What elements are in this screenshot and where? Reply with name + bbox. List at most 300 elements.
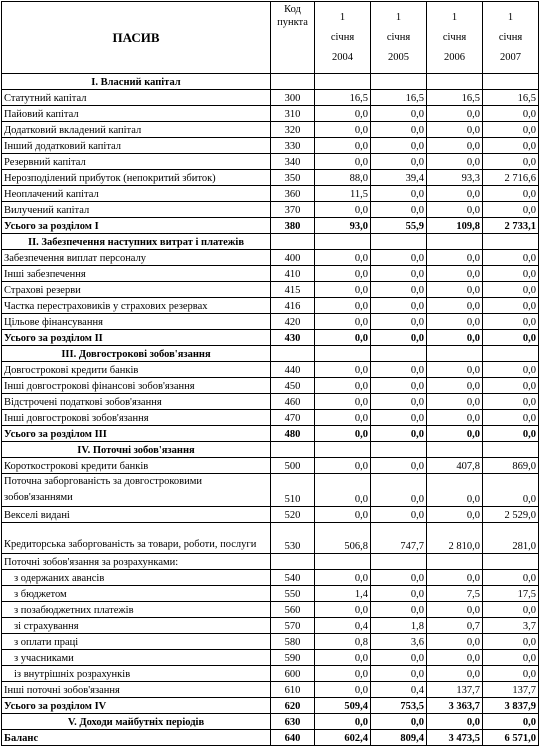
row-value	[427, 234, 483, 250]
table-row	[2, 410, 539, 426]
row-value: 0,0	[315, 314, 371, 330]
row-value: 0,0	[483, 250, 539, 266]
row-value: 0,0	[371, 507, 427, 523]
row-code: 310	[271, 106, 315, 122]
row-value: 0,0	[483, 154, 539, 170]
table-row	[2, 507, 539, 523]
row-value: 16,5	[371, 90, 427, 106]
row-label: Страхові резерви	[2, 282, 271, 298]
row-code: 410	[271, 266, 315, 282]
row-label: Усього за розділом III	[2, 426, 271, 442]
row-value: 0,0	[427, 378, 483, 394]
row-label: Баланс	[2, 730, 271, 746]
row-value: 0,0	[315, 570, 371, 586]
row-value: 0,0	[483, 426, 539, 442]
table-row	[2, 666, 539, 682]
row-value: 0,0	[371, 186, 427, 202]
row-value: 137,7	[427, 682, 483, 698]
row-value: 2 716,6	[483, 170, 539, 186]
row-value: 0,0	[483, 330, 539, 346]
row-value: 0,0	[315, 458, 371, 474]
row-value: 0,0	[483, 570, 539, 586]
row-code: 370	[271, 202, 315, 218]
row-label: Відстрочені податкові зобов'язання	[2, 394, 271, 410]
row-value: 0,8	[315, 634, 371, 650]
row-code: 510	[271, 474, 315, 507]
row-value: 0,0	[427, 362, 483, 378]
row-value	[315, 346, 371, 362]
row-value	[371, 442, 427, 458]
row-value	[483, 346, 539, 362]
row-value: 0,0	[315, 507, 371, 523]
header-year-2004	[315, 2, 371, 74]
row-value: 2 810,0	[427, 523, 483, 554]
row-value: 2 529,0	[483, 507, 539, 523]
section-row	[2, 346, 539, 362]
row-value: 0,0	[427, 714, 483, 730]
row-value: 16,5	[483, 90, 539, 106]
header-year-2006	[427, 2, 483, 74]
row-value: 0,0	[315, 666, 371, 682]
table-row	[2, 90, 539, 106]
row-value: 0,0	[315, 266, 371, 282]
row-value: 109,8	[427, 218, 483, 234]
row-label: Векселі видані	[2, 507, 271, 523]
row-value: 0,0	[483, 650, 539, 666]
table-row	[2, 138, 539, 154]
row-value	[427, 442, 483, 458]
row-code: 330	[271, 138, 315, 154]
row-value: 747,7	[371, 523, 427, 554]
row-value: 0,0	[483, 266, 539, 282]
row-label: Усього за розділом II	[2, 330, 271, 346]
row-value: 0,0	[315, 474, 371, 507]
row-value: 0,0	[483, 186, 539, 202]
row-value	[483, 234, 539, 250]
row-value	[371, 74, 427, 90]
row-value: 0,0	[371, 378, 427, 394]
row-value: 0,0	[371, 714, 427, 730]
row-code: 610	[271, 682, 315, 698]
row-label: з бюджетом	[2, 586, 271, 602]
row-code: 540	[271, 570, 315, 586]
row-code: 480	[271, 426, 315, 442]
row-value: 0,0	[315, 282, 371, 298]
row-value: 0,0	[483, 138, 539, 154]
row-label: Інші поточні зобов'язання	[2, 682, 271, 698]
row-value: 0,0	[427, 266, 483, 282]
row-label: Частка перестраховиків у страхових резервах	[2, 298, 271, 314]
header-year: 2005	[388, 51, 409, 63]
row-label: Усього за розділом IV	[2, 698, 271, 714]
row-label: з оплати праці	[2, 634, 271, 650]
row-value: 0,0	[315, 298, 371, 314]
row-code: 530	[271, 523, 315, 554]
header-month: січня	[330, 31, 355, 43]
row-value: 0,0	[483, 362, 539, 378]
row-code	[271, 442, 315, 458]
row-value: 3 363,7	[427, 698, 483, 714]
row-value: 0,0	[371, 362, 427, 378]
total-row	[2, 426, 539, 442]
row-value	[371, 554, 427, 570]
row-value: 0,0	[315, 138, 371, 154]
table-body	[2, 2, 539, 746]
row-value: 0,0	[427, 186, 483, 202]
table-row	[2, 378, 539, 394]
row-value: 55,9	[371, 218, 427, 234]
row-value: 2 733,1	[483, 218, 539, 234]
row-label: Пайовий капітал	[2, 106, 271, 122]
row-value	[371, 346, 427, 362]
row-code: 500	[271, 458, 315, 474]
row-value: 17,5	[483, 586, 539, 602]
row-code: 630	[271, 714, 315, 730]
section-title: I. Власний капітал	[2, 74, 271, 90]
row-value: 0,0	[371, 154, 427, 170]
row-label: з одержаних авансів	[2, 570, 271, 586]
row-value: 16,5	[427, 90, 483, 106]
row-label: Цільове фінансування	[2, 314, 271, 330]
section-title: V. Доходи майбутніх періодів	[2, 714, 271, 730]
row-value: 0,0	[483, 314, 539, 330]
header-day: 1	[507, 11, 514, 23]
table-row	[2, 394, 539, 410]
row-value: 753,5	[371, 698, 427, 714]
row-value: 506,8	[315, 523, 371, 554]
row-value: 0,0	[371, 394, 427, 410]
row-label: Інші забезпечення	[2, 266, 271, 282]
row-label: Забезпечення виплат персоналу	[2, 250, 271, 266]
row-value: 0,0	[315, 378, 371, 394]
table-row	[2, 523, 539, 554]
row-value: 11,5	[315, 186, 371, 202]
row-value: 0,0	[315, 410, 371, 426]
row-value: 0,0	[483, 202, 539, 218]
table-row	[2, 202, 539, 218]
row-label: Короткострокові кредити банків	[2, 458, 271, 474]
row-code	[271, 554, 315, 570]
row-value: 0,0	[427, 507, 483, 523]
section-title: III. Довгострокові зобов'язання	[2, 346, 271, 362]
row-value: 281,0	[483, 523, 539, 554]
row-value: 0,0	[315, 682, 371, 698]
row-value	[371, 234, 427, 250]
total-row	[2, 330, 539, 346]
row-value	[483, 442, 539, 458]
row-code: 320	[271, 122, 315, 138]
row-value: 0,0	[371, 666, 427, 682]
row-value: 137,7	[483, 682, 539, 698]
row-label: Кредиторська заборгованість за товари, роботи, послуги	[2, 523, 271, 554]
row-value: 0,4	[315, 618, 371, 634]
row-value: 0,0	[315, 154, 371, 170]
section-row	[2, 714, 539, 730]
row-value: 3 473,5	[427, 730, 483, 746]
row-value: 0,0	[427, 122, 483, 138]
row-code: 470	[271, 410, 315, 426]
row-value: 88,0	[315, 170, 371, 186]
row-code: 620	[271, 698, 315, 714]
row-label: Нерозподілений прибуток (непокритий збиток)	[2, 170, 271, 186]
table-row	[2, 682, 539, 698]
row-value: 0,0	[371, 330, 427, 346]
row-code: 560	[271, 602, 315, 618]
row-value: 0,0	[427, 570, 483, 586]
header-row	[2, 2, 539, 74]
row-code: 440	[271, 362, 315, 378]
row-value: 7,5	[427, 586, 483, 602]
row-value: 602,4	[315, 730, 371, 746]
row-value: 0,0	[371, 314, 427, 330]
header-day: 1	[451, 11, 458, 23]
row-label: Неоплачений капітал	[2, 186, 271, 202]
row-code: 590	[271, 650, 315, 666]
table-row	[2, 618, 539, 634]
header-year: 2004	[332, 51, 353, 63]
row-code: 416	[271, 298, 315, 314]
row-value: 0,0	[427, 410, 483, 426]
row-value: 0,0	[371, 250, 427, 266]
row-code: 520	[271, 507, 315, 523]
row-value: 509,4	[315, 698, 371, 714]
row-value	[483, 74, 539, 90]
row-value: 0,0	[427, 330, 483, 346]
row-value: 0,0	[483, 394, 539, 410]
table-row	[2, 106, 539, 122]
row-label: Довгострокові кредити банків	[2, 362, 271, 378]
section-title: II. Забезпечення наступних витрат і платежів	[2, 234, 271, 250]
row-code: 300	[271, 90, 315, 106]
row-value: 3 837,9	[483, 698, 539, 714]
row-value: 93,0	[315, 218, 371, 234]
row-code: 380	[271, 218, 315, 234]
row-value	[315, 442, 371, 458]
row-label: Інші довгострокові зобов'язання	[2, 410, 271, 426]
row-label: з позабюджетних платежів	[2, 602, 271, 618]
row-label: з учасниками	[2, 650, 271, 666]
row-value	[427, 554, 483, 570]
table-row	[2, 186, 539, 202]
row-code	[271, 74, 315, 90]
header-month: січня	[386, 31, 411, 43]
table-row	[2, 602, 539, 618]
table-row	[2, 634, 539, 650]
row-code: 415	[271, 282, 315, 298]
row-code: 420	[271, 314, 315, 330]
row-value: 0,0	[371, 650, 427, 666]
row-code: 350	[271, 170, 315, 186]
row-value: 0,0	[371, 474, 427, 507]
row-value: 16,5	[315, 90, 371, 106]
section-row	[2, 442, 539, 458]
row-value: 0,0	[371, 458, 427, 474]
row-value: 0,0	[315, 250, 371, 266]
row-value: 93,3	[427, 170, 483, 186]
row-value: 0,0	[483, 378, 539, 394]
row-code: 400	[271, 250, 315, 266]
section-row	[2, 74, 539, 90]
header-month: січня	[498, 31, 523, 43]
row-label: із внутрішніх розрахунків	[2, 666, 271, 682]
row-value: 0,0	[483, 282, 539, 298]
row-value: 809,4	[371, 730, 427, 746]
row-value: 0,0	[483, 122, 539, 138]
row-code: 550	[271, 586, 315, 602]
row-value: 1,4	[315, 586, 371, 602]
row-code: 600	[271, 666, 315, 682]
row-value: 0,0	[371, 410, 427, 426]
row-value: 0,0	[315, 650, 371, 666]
row-value: 0,0	[427, 634, 483, 650]
header-code-label: Код пункта	[271, 2, 315, 74]
row-value: 0,0	[427, 282, 483, 298]
row-value: 0,0	[427, 202, 483, 218]
table-row	[2, 650, 539, 666]
row-value: 0,0	[483, 634, 539, 650]
row-value: 0,0	[371, 602, 427, 618]
table-row	[2, 458, 539, 474]
row-value: 0,0	[427, 298, 483, 314]
table-row	[2, 282, 539, 298]
row-value: 869,0	[483, 458, 539, 474]
row-value: 0,0	[315, 714, 371, 730]
row-value: 6 571,0	[483, 730, 539, 746]
header-month: січня	[442, 31, 467, 43]
row-label: Інший додатковий капітал	[2, 138, 271, 154]
row-value: 0,0	[371, 586, 427, 602]
row-value: 0,0	[371, 106, 427, 122]
row-value	[315, 234, 371, 250]
header-day: 1	[339, 11, 346, 23]
row-value: 0,0	[427, 394, 483, 410]
row-value: 0,0	[427, 650, 483, 666]
total-row	[2, 698, 539, 714]
table-row	[2, 298, 539, 314]
row-value: 0,0	[315, 426, 371, 442]
row-value: 0,0	[483, 106, 539, 122]
row-label: Інші довгострокові фінансові зобов'язання	[2, 378, 271, 394]
row-value: 0,0	[315, 394, 371, 410]
total-row	[2, 218, 539, 234]
row-value: 0,0	[483, 298, 539, 314]
row-value: 0,0	[371, 266, 427, 282]
row-value: 0,7	[427, 618, 483, 634]
table-row	[2, 314, 539, 330]
row-value: 0,0	[315, 602, 371, 618]
row-value: 0,0	[371, 202, 427, 218]
row-value	[427, 346, 483, 362]
row-value: 39,4	[371, 170, 427, 186]
row-value: 0,0	[427, 250, 483, 266]
row-value: 1,8	[371, 618, 427, 634]
row-label: Поточні зобов'язання за розрахунками:	[2, 554, 271, 570]
table-row	[2, 250, 539, 266]
header-title: ПАСИВ	[2, 2, 271, 74]
table-row	[2, 570, 539, 586]
row-value: 0,0	[315, 362, 371, 378]
row-value	[427, 74, 483, 90]
table-row	[2, 554, 539, 570]
row-code: 340	[271, 154, 315, 170]
table-row	[2, 122, 539, 138]
row-label: Вилучений капітал	[2, 202, 271, 218]
row-value: 0,0	[315, 330, 371, 346]
row-value	[483, 554, 539, 570]
table-row	[2, 362, 539, 378]
table-row	[2, 154, 539, 170]
total-row	[2, 730, 539, 746]
row-label: Додатковий вкладений капітал	[2, 122, 271, 138]
row-value: 0,0	[427, 426, 483, 442]
table-row	[2, 170, 539, 186]
row-value: 0,0	[315, 106, 371, 122]
row-value	[315, 74, 371, 90]
header-year: 2006	[444, 51, 465, 63]
row-value: 407,8	[427, 458, 483, 474]
row-label: Поточна заборгованість за довгостроковими зобов'язаннями	[2, 474, 271, 507]
row-code: 360	[271, 186, 315, 202]
section-row	[2, 234, 539, 250]
row-value	[315, 554, 371, 570]
table-row	[2, 266, 539, 282]
table-row	[2, 586, 539, 602]
row-label: Резервний капітал	[2, 154, 271, 170]
header-year-2005	[371, 2, 427, 74]
section-title: IV. Поточні зобов'язання	[2, 442, 271, 458]
row-value: 0,0	[371, 282, 427, 298]
table-row	[2, 474, 539, 507]
row-code	[271, 346, 315, 362]
row-value: 0,0	[315, 122, 371, 138]
row-label: зі страхування	[2, 618, 271, 634]
row-value: 0,0	[427, 474, 483, 507]
row-value: 3,6	[371, 634, 427, 650]
row-value: 0,0	[371, 122, 427, 138]
row-code: 580	[271, 634, 315, 650]
row-code: 450	[271, 378, 315, 394]
row-code: 460	[271, 394, 315, 410]
row-value: 0,0	[483, 474, 539, 507]
row-code	[271, 234, 315, 250]
header-day: 1	[395, 11, 402, 23]
row-value: 0,0	[483, 410, 539, 426]
row-label: Усього за розділом I	[2, 218, 271, 234]
row-value: 0,0	[371, 298, 427, 314]
header-year: 2007	[500, 51, 521, 63]
row-code: 640	[271, 730, 315, 746]
row-value: 0,0	[315, 202, 371, 218]
row-value: 3,7	[483, 618, 539, 634]
row-value: 0,4	[371, 682, 427, 698]
row-value: 0,0	[427, 314, 483, 330]
row-value: 0,0	[483, 602, 539, 618]
header-year-2007	[483, 2, 539, 74]
row-value: 0,0	[371, 570, 427, 586]
balance-sheet-table	[1, 1, 539, 746]
row-value: 0,0	[427, 106, 483, 122]
row-label: Статутний капітал	[2, 90, 271, 106]
row-value: 0,0	[371, 138, 427, 154]
row-code: 430	[271, 330, 315, 346]
row-value: 0,0	[427, 138, 483, 154]
row-value: 0,0	[427, 154, 483, 170]
row-value: 0,0	[483, 666, 539, 682]
row-code: 570	[271, 618, 315, 634]
row-value: 0,0	[427, 602, 483, 618]
row-value: 0,0	[427, 666, 483, 682]
row-value: 0,0	[371, 426, 427, 442]
